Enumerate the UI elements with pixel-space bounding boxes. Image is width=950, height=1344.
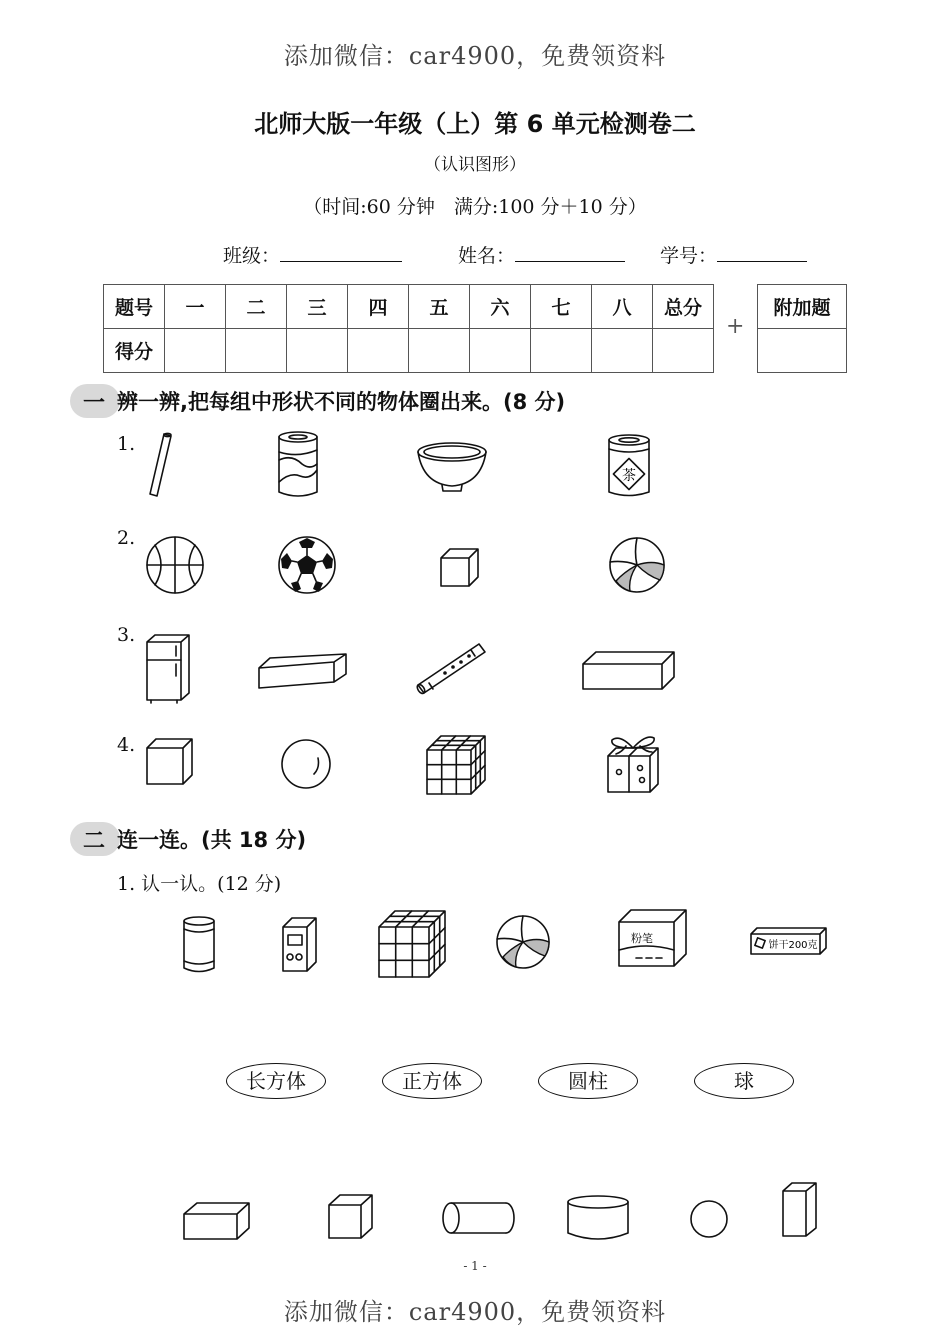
score-cell[interactable] xyxy=(226,329,287,373)
header-cell: 题号 xyxy=(104,285,165,329)
speaker-box-icon[interactable] xyxy=(279,915,321,975)
score-cell[interactable] xyxy=(653,329,714,373)
score-cell[interactable] xyxy=(531,329,592,373)
beach-ball-icon[interactable] xyxy=(608,536,668,596)
basketball-icon[interactable] xyxy=(145,535,207,597)
score-cell[interactable] xyxy=(165,329,226,373)
header-cell: 六 xyxy=(470,285,531,329)
header-cell: 总分 xyxy=(653,285,714,329)
rectangular-prism-shape[interactable] xyxy=(181,1200,253,1242)
section2-number: 二 xyxy=(83,829,106,854)
id-label: 学号： xyxy=(660,245,718,267)
class-label: 班级： xyxy=(223,245,281,267)
tea-label: 茶 xyxy=(622,468,636,484)
sphere-shape[interactable] xyxy=(688,1198,732,1242)
plus-sign: + xyxy=(726,314,745,339)
row-label: 4. xyxy=(117,734,136,756)
cylinder-can-icon[interactable] xyxy=(180,915,220,977)
chalk-box-icon[interactable] xyxy=(616,906,690,970)
watermark-bottom: 添加微信：car4900，免费领资料 xyxy=(283,1298,667,1326)
cube-icon[interactable] xyxy=(144,736,196,788)
rubiks-cube-icon[interactable] xyxy=(424,733,488,797)
watermark-top: 添加微信：car4900，免费领资料 xyxy=(283,42,667,70)
tall-prism-shape[interactable] xyxy=(780,1180,824,1240)
section2-sub1: 1. 认一认。(12 分) xyxy=(117,873,282,895)
score-header-row xyxy=(104,285,714,329)
page-number: - 1 - xyxy=(463,1259,487,1273)
score-cell[interactable] xyxy=(287,329,348,373)
section1-instruction: 辨一辨,把每组中形状不同的物体圈出来。(8 分) xyxy=(117,390,566,414)
score-row xyxy=(104,329,714,373)
stick-icon[interactable] xyxy=(140,430,180,500)
header-cell: 一 xyxy=(165,285,226,329)
header-cell: 七 xyxy=(531,285,592,329)
cube-shape[interactable] xyxy=(326,1192,376,1242)
flute-icon[interactable] xyxy=(415,640,490,698)
cube-icon[interactable] xyxy=(438,546,482,590)
oval-sphere[interactable]: 球 xyxy=(694,1063,794,1099)
score-table xyxy=(103,284,714,373)
section1-number: 一 xyxy=(83,391,106,416)
header-cell: 二 xyxy=(226,285,287,329)
biscuit-label: 饼干200克 xyxy=(768,940,818,951)
short-cylinder-shape[interactable] xyxy=(564,1193,634,1243)
score-cell[interactable] xyxy=(592,329,653,373)
id-field xyxy=(660,241,807,268)
horizontal-cylinder-shape[interactable] xyxy=(440,1200,520,1238)
class-input-line[interactable] xyxy=(280,243,402,262)
id-input-line[interactable] xyxy=(717,243,807,262)
gift-box-icon[interactable] xyxy=(602,732,664,796)
beach-ball-icon[interactable] xyxy=(495,914,553,972)
score-cell[interactable] xyxy=(470,329,531,373)
row-label: 1. xyxy=(117,433,136,455)
header-cell: 五 xyxy=(409,285,470,329)
oval-cube[interactable]: 正方体 xyxy=(382,1063,482,1099)
bowl-icon[interactable] xyxy=(415,440,490,495)
extra-score-cell[interactable] xyxy=(758,329,847,373)
rubiks-cube-icon[interactable] xyxy=(376,908,450,982)
biscuit-box-icon[interactable] xyxy=(748,924,830,958)
marble-icon[interactable] xyxy=(280,738,335,793)
row-label: 3. xyxy=(117,624,136,646)
time-info: （时间:60 分钟 满分:100 分＋10 分） xyxy=(303,196,647,218)
long-box-icon[interactable] xyxy=(256,652,351,692)
extra-score-table xyxy=(757,284,847,373)
name-field xyxy=(458,241,625,268)
page-subtitle: （认识图形） xyxy=(424,155,526,175)
row-label: 2. xyxy=(117,527,136,549)
page-title: 北师大版一年级（上）第 6 单元检测卷二 xyxy=(254,110,696,138)
header-cell: 八 xyxy=(592,285,653,329)
oval-rectangular-prism[interactable]: 长方体 xyxy=(226,1063,326,1099)
name-input-line[interactable] xyxy=(515,243,625,262)
header-cell: 三 xyxy=(287,285,348,329)
class-field xyxy=(223,241,402,268)
name-label: 姓名： xyxy=(458,245,516,267)
score-row-label: 得分 xyxy=(104,329,165,373)
flat-box-icon[interactable] xyxy=(580,648,678,693)
score-cell[interactable] xyxy=(348,329,409,373)
refrigerator-icon[interactable] xyxy=(143,632,193,704)
extra-header: 附加题 xyxy=(758,285,847,329)
score-cell[interactable] xyxy=(409,329,470,373)
oval-cylinder[interactable]: 圆柱 xyxy=(538,1063,638,1099)
soccer-ball-icon[interactable] xyxy=(277,535,339,597)
chalk-label: 粉笔 xyxy=(631,932,653,945)
soda-can-icon[interactable] xyxy=(270,430,325,500)
section2-instruction: 连一连。(共 18 分) xyxy=(117,828,307,852)
header-cell: 四 xyxy=(348,285,409,329)
tea-can-icon[interactable] xyxy=(602,432,657,500)
